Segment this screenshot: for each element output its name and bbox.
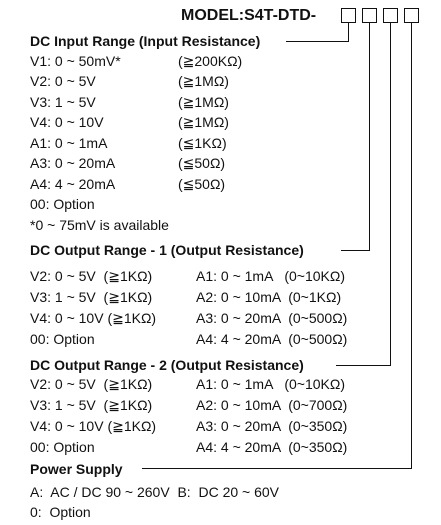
connector-power-v [411,23,412,469]
connector-output2-h [336,365,391,366]
code-box-output-2 [383,8,398,23]
input-range-item: V2: 0 ~ 5V [30,73,96,89]
output2-heading: DC Output Range - 2 (Output Resistance) [30,357,304,373]
output1-heading: DC Output Range - 1 (Output Resistance) [30,242,304,258]
input-resistance-item: (≧1MΩ) [178,114,229,130]
output2-option: 00: Option [30,439,95,455]
output2-current-item: A3: 0 ~ 20mA (0~350Ω) [196,418,348,434]
input-resistance-item: (≧200KΩ) [178,53,243,69]
input-resistance-item: (≦50Ω) [178,176,226,192]
output1-voltage-item: V3: 1 ~ 5V (≧1KΩ) [30,289,153,305]
input-range-item: A1: 0 ~ 1mA [30,135,108,151]
output1-current-item: A4: 4 ~ 20mA (0~500Ω) [196,331,348,347]
output1-voltage-item: V2: 0 ~ 5V (≧1KΩ) [30,268,153,284]
input-resistance-item: (≧1MΩ) [178,94,229,110]
input-option: 00: Option [30,196,95,212]
connector-input-v [348,23,349,42]
input-range-item: A4: 4 ~ 20mA [30,176,116,192]
input-footnote: *0 ~ 75mV is available [30,217,169,233]
output1-option: 00: Option [30,331,95,347]
output2-current-item: A4: 4 ~ 20mA (0~350Ω) [196,439,348,455]
output2-voltage-item: V2: 0 ~ 5V (≧1KΩ) [30,376,153,392]
code-box-output-1 [362,8,377,23]
input-range-heading: DC Input Range (Input Resistance) [30,33,261,49]
connector-input-h [286,41,349,42]
output2-current-item: A1: 0 ~ 1mA (0~10KΩ) [196,376,345,392]
input-resistance-item: (≦1KΩ) [178,135,227,151]
input-range-item: V3: 1 ~ 5V [30,94,96,110]
output1-current-item: A3: 0 ~ 20mA (0~500Ω) [196,310,348,326]
connector-output1-v [369,23,370,251]
output2-voltage-item: V4: 0 ~ 10V (≧1KΩ) [30,418,157,434]
input-range-item: A3: 0 ~ 20mA [30,155,116,171]
output2-voltage-item: V3: 1 ~ 5V (≧1KΩ) [30,397,153,413]
connector-power-h [142,468,412,469]
output1-voltage-item: V4: 0 ~ 10V (≧1KΩ) [30,310,157,326]
power-supply-option: 0: Option [30,504,91,520]
output1-current-item: A1: 0 ~ 1mA (0~10KΩ) [196,268,345,284]
input-resistance-item: (≦50Ω) [178,155,226,171]
input-range-item: V4: 0 ~ 10V [30,114,104,130]
input-range-item: V1: 0 ~ 50mV* [30,53,121,69]
code-box-input [341,8,356,23]
code-box-power [404,8,419,23]
output2-current-item: A2: 0 ~ 10mA (0~700Ω) [196,397,348,413]
power-supply-heading: Power Supply [30,461,123,477]
power-supply-options: A: AC / DC 90 ~ 260V B: DC 20 ~ 60V [30,484,280,500]
input-resistance-item: (≧1MΩ) [178,73,229,89]
model-title: MODEL:S4T-DTD- [181,7,317,24]
connector-output1-h [341,250,370,251]
output1-current-item: A2: 0 ~ 10mA (0~1KΩ) [196,289,342,305]
connector-output2-v [390,23,391,366]
